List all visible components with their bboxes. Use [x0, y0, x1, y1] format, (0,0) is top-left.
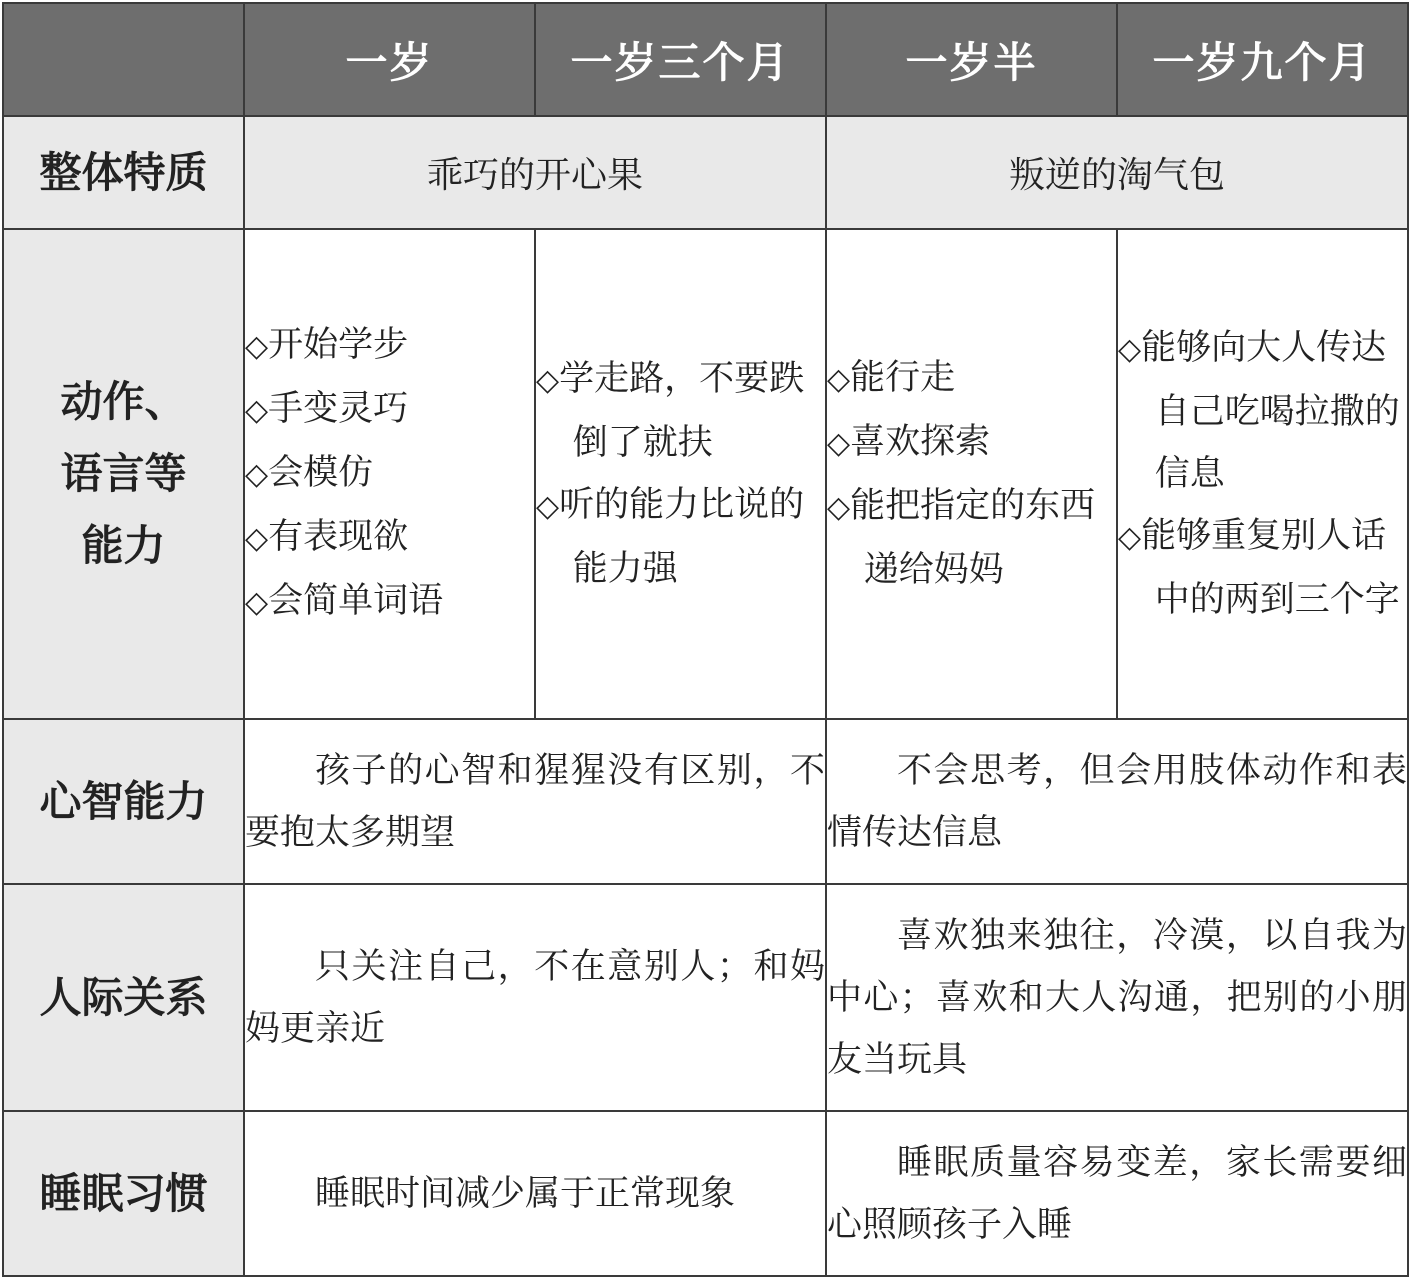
diamond-bullet-icon: ◇ — [1118, 332, 1142, 367]
diamond-bullet-icon: ◇ — [245, 521, 269, 556]
overall-trait-right: 叛逆的淘气包 — [826, 116, 1408, 229]
bullet-item — [1118, 505, 1407, 631]
diamond-bullet-icon: ◇ — [827, 362, 851, 397]
bullet-item — [827, 411, 1116, 475]
header-age-1y3m: 一岁三个月 — [535, 3, 826, 116]
bullet-text: 喜欢探索 — [850, 422, 991, 462]
social-right: 喜欢独来独往，冷漠，以自我为中心；喜欢和大人沟通，把别的小朋友当玩具 — [826, 884, 1408, 1111]
diamond-bullet-icon: ◇ — [245, 457, 269, 492]
diamond-bullet-icon: ◇ — [536, 363, 560, 398]
abilities-1y3m — [535, 229, 826, 719]
bullet-item — [245, 570, 534, 634]
row-label-sleep: 睡眠习惯 — [3, 1111, 244, 1276]
age-comparison-table — [2, 2, 1409, 1277]
bullet-text: 学走路，不要跌倒了就扶 — [559, 359, 805, 463]
header-age-1y9m: 一岁九个月 — [1117, 3, 1408, 116]
row-overall-traits — [3, 116, 1408, 229]
bullet-text: 能行走 — [850, 358, 956, 398]
row-label-social: 人际关系 — [3, 884, 244, 1111]
row-label-overall: 整体特质 — [3, 116, 244, 229]
diamond-bullet-icon: ◇ — [1118, 520, 1142, 555]
bullet-text: 能够重复别人话中的两到三个字 — [1141, 516, 1400, 620]
bullet-text: 能够向大人传达自己吃喝拉撒的信息 — [1141, 328, 1400, 494]
bullet-text: 会模仿 — [268, 453, 374, 493]
overall-trait-left: 乖巧的开心果 — [244, 116, 826, 229]
diamond-bullet-icon: ◇ — [245, 393, 269, 428]
row-mental — [3, 719, 1408, 884]
bullet-item — [245, 506, 534, 570]
sleep-left: 睡眠时间减少属于正常现象 — [244, 1111, 826, 1276]
row-label-mental: 心智能力 — [3, 719, 244, 884]
bullet-text: 手变灵巧 — [268, 389, 409, 429]
row-label-abilities — [3, 229, 244, 719]
bullet-item — [245, 378, 534, 442]
bullet-text: 听的能力比说的能力强 — [559, 485, 805, 589]
bullet-item — [536, 348, 825, 474]
sleep-right: 睡眠质量容易变差，家长需要细心照顾孩子入睡 — [826, 1111, 1408, 1276]
header-row — [3, 3, 1408, 116]
bullet-text: 能把指定的东西递给妈妈 — [850, 486, 1096, 590]
bullet-item — [1118, 317, 1407, 505]
bullet-item — [245, 314, 534, 378]
row-label-line: 动作、 — [60, 377, 187, 426]
diamond-bullet-icon: ◇ — [245, 329, 269, 364]
row-label-line: 能力 — [81, 521, 166, 570]
bullet-text: 会简单词语 — [268, 581, 444, 621]
row-social — [3, 884, 1408, 1111]
bullet-text: 有表现欲 — [268, 517, 409, 557]
abilities-1y — [244, 229, 535, 719]
row-abilities — [3, 229, 1408, 719]
bullet-list — [827, 347, 1116, 601]
row-sleep — [3, 1111, 1408, 1276]
bullet-item — [245, 442, 534, 506]
bullet-list — [245, 314, 534, 634]
diamond-bullet-icon: ◇ — [827, 426, 851, 461]
bullet-item — [827, 347, 1116, 411]
diamond-bullet-icon: ◇ — [827, 490, 851, 525]
bullet-item — [827, 475, 1116, 601]
header-age-1y6m: 一岁半 — [826, 3, 1117, 116]
bullet-list — [1118, 317, 1407, 631]
bullet-item — [536, 474, 825, 600]
header-age-1y: 一岁 — [244, 3, 535, 116]
social-left: 只关注自己，不在意别人；和妈妈更亲近 — [244, 884, 826, 1111]
abilities-1y9m — [1117, 229, 1408, 719]
bullet-list — [536, 348, 825, 600]
bullet-text: 开始学步 — [268, 325, 409, 365]
diamond-bullet-icon: ◇ — [245, 585, 269, 620]
header-corner — [3, 3, 244, 116]
abilities-1y6m — [826, 229, 1117, 719]
mental-left: 孩子的心智和猩猩没有区别，不要抱太多期望 — [244, 719, 826, 884]
mental-right: 不会思考，但会用肢体动作和表情传达信息 — [826, 719, 1408, 884]
row-label-line: 语言等 — [60, 449, 187, 498]
diamond-bullet-icon: ◇ — [536, 489, 560, 524]
